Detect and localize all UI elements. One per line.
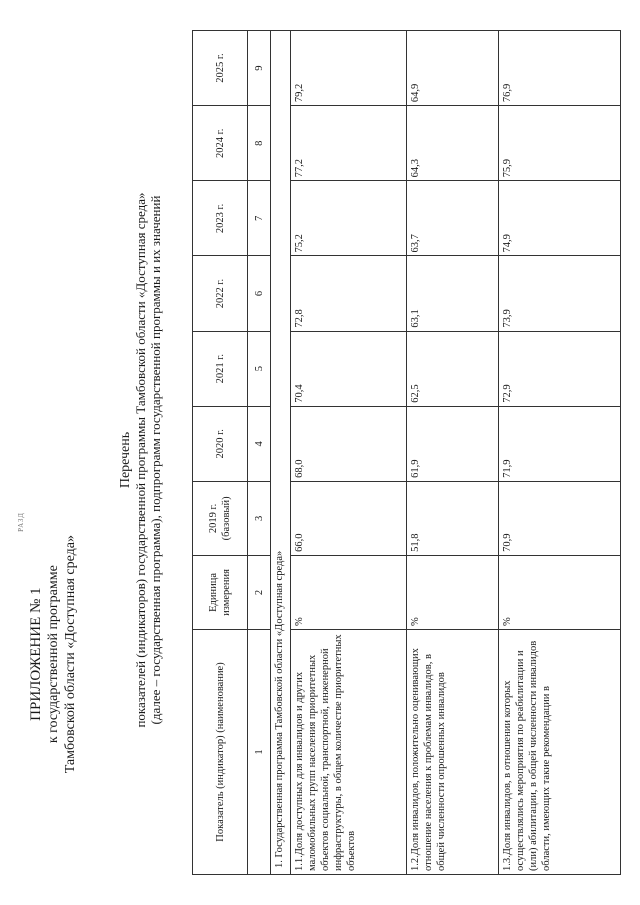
column-number: 6 — [248, 256, 271, 331]
appendix-line-3: Тамбовской области «Доступная среда» — [63, 535, 78, 774]
value-cell: 51,8 — [407, 481, 499, 555]
column-number-row — [248, 31, 271, 875]
unit-cell: % — [407, 555, 499, 629]
unit-cell: % — [291, 555, 407, 629]
value-cell: 61,9 — [407, 406, 499, 481]
value-cell: 72,8 — [291, 256, 407, 331]
column-number: 1 — [248, 629, 271, 874]
header-cell: 2022 г. — [193, 256, 248, 331]
value-cell: 63,1 — [407, 256, 499, 331]
header-cell: 2024 г. — [193, 106, 248, 181]
header-cell: 2019 г. (базовый) — [193, 481, 248, 555]
appendix-title: ПРИЛОЖЕНИЕ № 1 — [28, 587, 44, 721]
indicators-table — [192, 30, 621, 875]
appendix-line-2: к государственной программе — [46, 565, 61, 744]
heading-title: Перечень — [118, 431, 133, 489]
value-cell: 68,0 — [291, 406, 407, 481]
value-cell: 62,5 — [407, 331, 499, 406]
indicator-name: 1.2.Доля инвалидов, положительно оценивающих отношение населения к проблемам инвалидов, в общей численности опрошенных инвалидов — [407, 629, 499, 874]
column-number: 5 — [248, 331, 271, 406]
value-cell: 64,3 — [407, 106, 499, 181]
column-number: 3 — [248, 481, 271, 555]
appendix-block — [28, 535, 79, 773]
value-cell: 66,0 — [291, 481, 407, 555]
section-title: 1. Государственная программа Тамбовской области «Доступная среда» — [271, 31, 291, 875]
unit-cell: % — [499, 555, 621, 629]
header-cell: Единица измерения — [193, 555, 248, 629]
header-cell: 2021 г. — [193, 331, 248, 406]
header-cell: 2025 г. — [193, 31, 248, 106]
column-number: 4 — [248, 406, 271, 481]
table-row — [499, 31, 621, 875]
value-cell: 70,9 — [499, 481, 621, 555]
value-cell: 63,7 — [407, 181, 499, 256]
column-number: 8 — [248, 106, 271, 181]
header-cell: 2023 г. — [193, 181, 248, 256]
heading-line-2: показателей (индикаторов) государственной программы Тамбовской области «Доступная среда» — [133, 192, 148, 728]
table-row — [291, 31, 407, 875]
corner-mark: РАЗД — [17, 512, 26, 532]
value-cell: 72,9 — [499, 331, 621, 406]
value-cell: 75,9 — [499, 106, 621, 181]
value-cell: 64,9 — [407, 31, 499, 106]
document-heading — [118, 105, 163, 815]
value-cell: 74,9 — [499, 181, 621, 256]
column-number: 7 — [248, 181, 271, 256]
heading-line-3: (далее – государственная программа), подпрограмм государственной программы и их значений — [148, 195, 163, 725]
value-cell: 73,9 — [499, 256, 621, 331]
header-row — [193, 31, 248, 875]
indicator-name: 1.1.Доля доступных для инвалидов и других маломобильных групп населения приоритетных объектов социальной, транспортной, инженерной инфраструктуры, в общем количестве приоритетных объектов — [291, 629, 407, 874]
header-cell: 2020 г. — [193, 406, 248, 481]
value-cell: 76,9 — [499, 31, 621, 106]
value-cell: 77,2 — [291, 106, 407, 181]
table-row — [407, 31, 499, 875]
value-cell: 70,4 — [291, 331, 407, 406]
column-number: 9 — [248, 31, 271, 106]
value-cell: 75,2 — [291, 181, 407, 256]
section-row — [271, 31, 291, 875]
header-cell: Показатель (индикатор) (наименование) — [193, 629, 248, 874]
column-number: 2 — [248, 555, 271, 629]
value-cell: 71,9 — [499, 406, 621, 481]
value-cell: 79,2 — [291, 31, 407, 106]
indicator-name: 1.3.Доля инвалидов, в отношении которых осуществлялись мероприятия по реабилитации и (или) абилитации, в общей численности инвалидов области, имеющих такие рекомендации в — [499, 629, 621, 874]
